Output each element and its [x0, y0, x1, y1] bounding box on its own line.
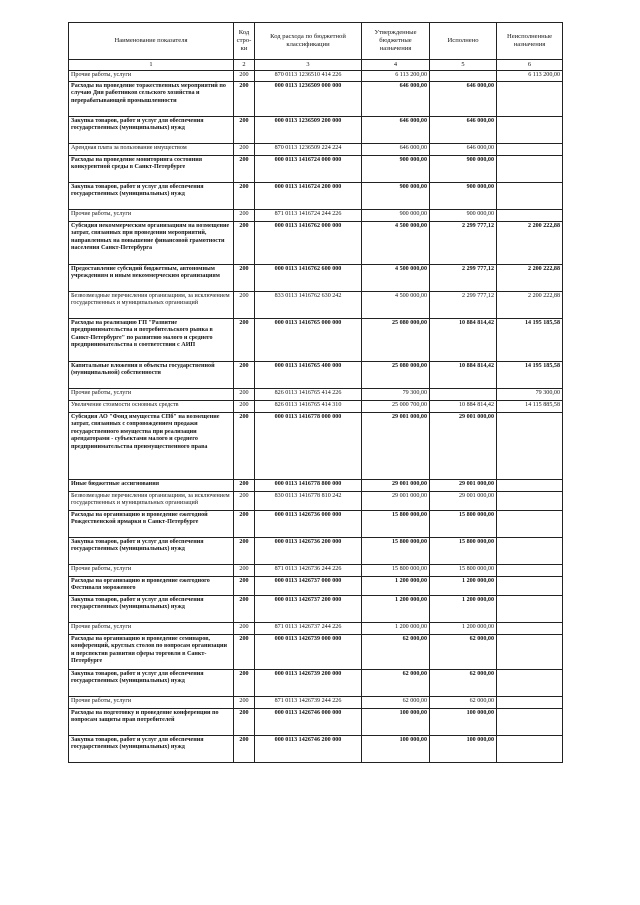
executed-amount-cell: 29 001 000,00 — [430, 491, 497, 510]
executed-amount-cell: 1 200 000,00 — [430, 622, 497, 634]
table-row — [69, 634, 563, 669]
indicator-name-cell: Прочие работы, услуги — [69, 388, 234, 400]
unexecuted-amount-cell: 79 300,00 — [497, 388, 563, 400]
executed-amount-cell — [430, 388, 497, 400]
approved-amount-cell: 29 001 000,00 — [362, 491, 430, 510]
indicator-name-cell: Закупка товаров, работ и услуг для обеспечения государственных (муниципальных) нужд — [69, 669, 234, 696]
unexecuted-amount-cell — [497, 708, 563, 735]
table-row — [69, 622, 563, 634]
indicator-name-cell: Закупка товаров, работ и услуг для обеспечения государственных (муниципальных) нужд — [69, 537, 234, 564]
table-row — [69, 81, 563, 116]
indicator-name-cell: Расходы на организацию и проведение семинаров, конференций, круглых столов по вопросам организации и перспектив развития сферы торговли в Санкт-Петербурге — [69, 634, 234, 669]
indicator-name-cell: Закупка товаров, работ и услуг для обеспечения государственных (муниципальных) нужд — [69, 735, 234, 762]
indicator-name-cell: Арендная плата за пользование имуществом — [69, 143, 234, 155]
column-number: 3 — [255, 60, 362, 71]
approved-amount-cell: 25 080 000,00 — [362, 361, 430, 388]
table-row — [69, 155, 563, 182]
table-row — [69, 537, 563, 564]
indicator-name-cell: Субсидия АО "Фонд имущества СПб" на возмещение затрат, связанных с сопровождением продажи государственного имущества при реализации арендаторами - субъектами малого и среднего предпринимательства преимущественного права — [69, 412, 234, 479]
unexecuted-amount-cell — [497, 116, 563, 143]
table-row — [69, 388, 563, 400]
approved-amount-cell: 100 000,00 — [362, 708, 430, 735]
indicator-name-cell: Безвозмездные перечисления организациям, за исключением государственных и муниципальных организаций — [69, 291, 234, 318]
approved-amount-cell: 15 800 000,00 — [362, 537, 430, 564]
executed-amount-cell: 2 299 777,12 — [430, 264, 497, 291]
line-code-cell: 200 — [234, 412, 255, 479]
budget-code-cell: 000 0113 1426746 200 000 — [255, 735, 362, 762]
budget-code-cell: 000 0113 1416762 600 000 — [255, 264, 362, 291]
approved-amount-cell: 62 000,00 — [362, 696, 430, 708]
budget-code-cell: 833 0113 1416762 630 242 — [255, 291, 362, 318]
unexecuted-amount-cell — [497, 479, 563, 491]
indicator-name-cell: Предоставление субсидий бюджетным, автономным учреждениям и иным некоммерческим организациям — [69, 264, 234, 291]
unexecuted-amount-cell: 2 200 222,88 — [497, 291, 563, 318]
table-row — [69, 116, 563, 143]
approved-amount-cell: 79 300,00 — [362, 388, 430, 400]
approved-amount-cell: 62 000,00 — [362, 634, 430, 669]
executed-amount-cell: 1 200 000,00 — [430, 576, 497, 595]
header-line-code: Код стро-ки — [234, 23, 255, 60]
executed-amount-cell: 62 000,00 — [430, 634, 497, 669]
approved-amount-cell: 15 800 000,00 — [362, 510, 430, 537]
executed-amount-cell: 10 884 814,42 — [430, 361, 497, 388]
indicator-name-cell: Прочие работы, услуги — [69, 209, 234, 221]
budget-code-cell: 871 0113 1426737 244 226 — [255, 622, 362, 634]
approved-amount-cell: 6 113 200,00 — [362, 70, 430, 81]
unexecuted-amount-cell: 14 195 185,58 — [497, 361, 563, 388]
unexecuted-amount-cell — [497, 669, 563, 696]
indicator-name-cell: Расходы на проведение мониторинга состояния конкурентной среды в Санкт-Петербурге — [69, 155, 234, 182]
approved-amount-cell: 1 200 000,00 — [362, 622, 430, 634]
table-row — [69, 479, 563, 491]
budget-execution-table — [68, 22, 563, 763]
executed-amount-cell: 646 000,00 — [430, 143, 497, 155]
executed-amount-cell: 100 000,00 — [430, 708, 497, 735]
line-code-cell: 200 — [234, 696, 255, 708]
line-code-cell: 200 — [234, 264, 255, 291]
line-code-cell: 200 — [234, 735, 255, 762]
table-row — [69, 400, 563, 412]
table-row — [69, 595, 563, 622]
column-number: 4 — [362, 60, 430, 71]
executed-amount-cell: 15 800 000,00 — [430, 510, 497, 537]
table-row — [69, 510, 563, 537]
unexecuted-amount-cell: 6 113 200,00 — [497, 70, 563, 81]
budget-code-cell: 000 0113 1426736 200 000 — [255, 537, 362, 564]
approved-amount-cell: 646 000,00 — [362, 81, 430, 116]
budget-code-cell: 870 0113 1236510 414 226 — [255, 70, 362, 81]
line-code-cell: 200 — [234, 479, 255, 491]
line-code-cell: 200 — [234, 491, 255, 510]
column-number: 6 — [497, 60, 563, 71]
header-approved: Утвержденные бюджетные назначения — [362, 23, 430, 60]
indicator-name-cell: Субсидия некоммерческим организациям на возмещение затрат, связанных при проведении мероприятий, направленных на повышение финансовой грамотности населения Санкт-Петербурга — [69, 221, 234, 264]
table-row — [69, 708, 563, 735]
indicator-name-cell: Капитальные вложения в объекты государственной (муниципальной) собственности — [69, 361, 234, 388]
indicator-name-cell: Закупка товаров, работ и услуг для обеспечения государственных (муниципальных) нужд — [69, 116, 234, 143]
column-number: 1 — [69, 60, 234, 71]
table-row — [69, 669, 563, 696]
executed-amount-cell: 15 800 000,00 — [430, 537, 497, 564]
budget-code-cell: 000 0113 1236509 000 000 — [255, 81, 362, 116]
indicator-name-cell: Закупка товаров, работ и услуг для обеспечения государственных (муниципальных) нужд — [69, 595, 234, 622]
executed-amount-cell: 100 000,00 — [430, 735, 497, 762]
unexecuted-amount-cell: 2 200 222,88 — [497, 264, 563, 291]
budget-code-cell: 871 0113 1426739 244 226 — [255, 696, 362, 708]
approved-amount-cell: 29 001 000,00 — [362, 412, 430, 479]
unexecuted-amount-cell — [497, 622, 563, 634]
line-code-cell: 200 — [234, 595, 255, 622]
approved-amount-cell: 1 200 000,00 — [362, 576, 430, 595]
unexecuted-amount-cell — [497, 412, 563, 479]
indicator-name-cell: Расходы на подготовку и проведение конференции по вопросам защиты прав потребителей — [69, 708, 234, 735]
approved-amount-cell: 1 200 000,00 — [362, 595, 430, 622]
indicator-name-cell: Иные бюджетные ассигнования — [69, 479, 234, 491]
table-row — [69, 564, 563, 576]
executed-amount-cell: 900 000,00 — [430, 155, 497, 182]
line-code-cell: 200 — [234, 361, 255, 388]
column-number: 2 — [234, 60, 255, 71]
table-row — [69, 361, 563, 388]
table-row — [69, 735, 563, 762]
budget-code-cell: 000 0113 1416765 000 000 — [255, 318, 362, 361]
budget-code-cell: 870 0113 1236509 224 224 — [255, 143, 362, 155]
budget-code-cell: 000 0113 1426736 000 000 — [255, 510, 362, 537]
column-number: 5 — [430, 60, 497, 71]
unexecuted-amount-cell: 2 200 222,88 — [497, 221, 563, 264]
unexecuted-amount-cell — [497, 155, 563, 182]
indicator-name-cell: Прочие работы, услуги — [69, 622, 234, 634]
indicator-name-cell: Прочие работы, услуги — [69, 696, 234, 708]
table-row — [69, 412, 563, 479]
executed-amount-cell: 2 299 777,12 — [430, 221, 497, 264]
approved-amount-cell: 646 000,00 — [362, 143, 430, 155]
line-code-cell: 200 — [234, 155, 255, 182]
line-code-cell: 200 — [234, 669, 255, 696]
table-row — [69, 182, 563, 209]
approved-amount-cell: 100 000,00 — [362, 735, 430, 762]
executed-amount-cell: 10 884 814,42 — [430, 318, 497, 361]
approved-amount-cell: 62 000,00 — [362, 669, 430, 696]
indicator-name-cell: Прочие работы, услуги — [69, 564, 234, 576]
line-code-cell: 200 — [234, 81, 255, 116]
budget-code-cell: 000 0113 1416778 800 000 — [255, 479, 362, 491]
unexecuted-amount-cell — [497, 735, 563, 762]
executed-amount-cell: 646 000,00 — [430, 81, 497, 116]
table-row — [69, 291, 563, 318]
approved-amount-cell: 900 000,00 — [362, 182, 430, 209]
line-code-cell: 200 — [234, 564, 255, 576]
budget-code-cell: 000 0113 1426746 000 000 — [255, 708, 362, 735]
indicator-name-cell: Расходы на организацию и проведение ежегодного Фестиваля мороженого — [69, 576, 234, 595]
executed-amount-cell — [430, 70, 497, 81]
line-code-cell: 200 — [234, 510, 255, 537]
unexecuted-amount-cell — [497, 143, 563, 155]
approved-amount-cell: 29 001 000,00 — [362, 479, 430, 491]
line-code-cell: 200 — [234, 400, 255, 412]
executed-amount-cell: 15 800 000,00 — [430, 564, 497, 576]
executed-amount-cell: 29 001 000,00 — [430, 479, 497, 491]
table-row — [69, 264, 563, 291]
indicator-name-cell: Закупка товаров, работ и услуг для обеспечения государственных (муниципальных) нужд — [69, 182, 234, 209]
line-code-cell: 200 — [234, 116, 255, 143]
report-page — [68, 22, 562, 763]
table-body — [69, 70, 563, 762]
budget-code-cell: 000 0113 1416765 400 000 — [255, 361, 362, 388]
column-numbers-row — [69, 60, 563, 71]
budget-code-cell: 871 0113 1416724 244 226 — [255, 209, 362, 221]
indicator-name-cell: Безвозмездные перечисления организациям, за исключением государственных и муниципальных организаций — [69, 491, 234, 510]
unexecuted-amount-cell — [497, 510, 563, 537]
line-code-cell: 200 — [234, 634, 255, 669]
approved-amount-cell: 646 000,00 — [362, 116, 430, 143]
budget-code-cell: 000 0113 1416724 200 000 — [255, 182, 362, 209]
executed-amount-cell: 29 001 000,00 — [430, 412, 497, 479]
header-budget-code: Код расхода по бюджетной классификации — [255, 23, 362, 60]
indicator-name-cell: Увеличение стоимости основных средств — [69, 400, 234, 412]
header-unexecuted: Неисполненные назначения — [497, 23, 563, 60]
executed-amount-cell: 1 200 000,00 — [430, 595, 497, 622]
line-code-cell: 200 — [234, 221, 255, 264]
budget-code-cell: 826 0113 1416765 414 226 — [255, 388, 362, 400]
unexecuted-amount-cell — [497, 595, 563, 622]
executed-amount-cell: 900 000,00 — [430, 209, 497, 221]
budget-code-cell: 000 0113 1416724 000 000 — [255, 155, 362, 182]
line-code-cell: 200 — [234, 537, 255, 564]
line-code-cell: 200 — [234, 576, 255, 595]
executed-amount-cell: 62 000,00 — [430, 669, 497, 696]
approved-amount-cell: 25 080 000,00 — [362, 318, 430, 361]
indicator-name-cell: Прочие работы, услуги — [69, 70, 234, 81]
line-code-cell: 200 — [234, 388, 255, 400]
line-code-cell: 200 — [234, 291, 255, 318]
approved-amount-cell: 900 000,00 — [362, 155, 430, 182]
table-row — [69, 70, 563, 81]
executed-amount-cell: 2 299 777,12 — [430, 291, 497, 318]
unexecuted-amount-cell — [497, 634, 563, 669]
indicator-name-cell: Расходы на проведение торжественных мероприятий по случаю Дня работников сельского хозяйства и перерабатывающей промышленности — [69, 81, 234, 116]
line-code-cell: 200 — [234, 209, 255, 221]
unexecuted-amount-cell — [497, 81, 563, 116]
line-code-cell: 200 — [234, 70, 255, 81]
unexecuted-amount-cell — [497, 537, 563, 564]
header-executed: Исполнено — [430, 23, 497, 60]
budget-code-cell: 000 0113 1426739 200 000 — [255, 669, 362, 696]
table-row — [69, 318, 563, 361]
approved-amount-cell: 25 000 700,00 — [362, 400, 430, 412]
table-header-row — [69, 23, 563, 60]
indicator-name-cell: Расходы на реализацию ГП "Развитие предпринимательства и потребительского рынка в Санкт-Петербурге" по развитию малого и среднего предпринимательства в соответствии с АИП — [69, 318, 234, 361]
unexecuted-amount-cell — [497, 491, 563, 510]
line-code-cell: 200 — [234, 143, 255, 155]
table-row — [69, 143, 563, 155]
unexecuted-amount-cell: 14 115 885,58 — [497, 400, 563, 412]
unexecuted-amount-cell: 14 195 185,58 — [497, 318, 563, 361]
approved-amount-cell: 900 000,00 — [362, 209, 430, 221]
budget-code-cell: 000 0113 1426737 200 000 — [255, 595, 362, 622]
approved-amount-cell: 15 800 000,00 — [362, 564, 430, 576]
executed-amount-cell: 62 000,00 — [430, 696, 497, 708]
approved-amount-cell: 4 500 000,00 — [362, 264, 430, 291]
table-row — [69, 576, 563, 595]
executed-amount-cell: 10 884 814,42 — [430, 400, 497, 412]
approved-amount-cell: 4 500 000,00 — [362, 221, 430, 264]
indicator-name-cell: Расходы на организацию и проведение ежегодной Рождественской ярмарки в Санкт-Петербурге — [69, 510, 234, 537]
budget-code-cell: 826 0113 1416765 414 310 — [255, 400, 362, 412]
approved-amount-cell: 4 500 000,00 — [362, 291, 430, 318]
header-indicator-name: Наименование показателя — [69, 23, 234, 60]
table-row — [69, 696, 563, 708]
executed-amount-cell: 900 000,00 — [430, 182, 497, 209]
budget-code-cell: 000 0113 1416762 000 000 — [255, 221, 362, 264]
unexecuted-amount-cell — [497, 564, 563, 576]
budget-code-cell: 000 0113 1426739 000 000 — [255, 634, 362, 669]
line-code-cell: 200 — [234, 622, 255, 634]
line-code-cell: 200 — [234, 318, 255, 361]
executed-amount-cell: 646 000,00 — [430, 116, 497, 143]
unexecuted-amount-cell — [497, 209, 563, 221]
budget-code-cell: 000 0113 1416778 000 000 — [255, 412, 362, 479]
unexecuted-amount-cell — [497, 576, 563, 595]
table-row — [69, 209, 563, 221]
table-row — [69, 221, 563, 264]
budget-code-cell: 000 0113 1236509 200 000 — [255, 116, 362, 143]
unexecuted-amount-cell — [497, 182, 563, 209]
budget-code-cell: 000 0113 1426737 000 000 — [255, 576, 362, 595]
budget-code-cell: 871 0113 1426736 244 226 — [255, 564, 362, 576]
unexecuted-amount-cell — [497, 696, 563, 708]
line-code-cell: 200 — [234, 182, 255, 209]
line-code-cell: 200 — [234, 708, 255, 735]
budget-code-cell: 830 0113 1416778 810 242 — [255, 491, 362, 510]
table-row — [69, 491, 563, 510]
